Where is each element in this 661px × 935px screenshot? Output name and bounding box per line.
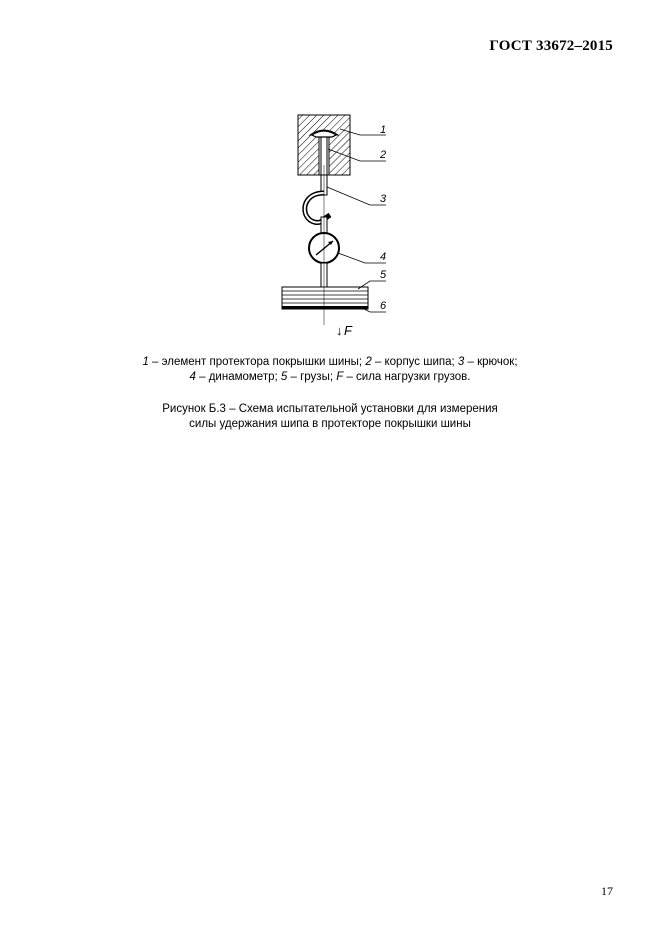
callout-5: 5 <box>380 269 387 281</box>
legend-text: – элемент протектора покрышки шины; <box>148 356 366 368</box>
callout-2: 2 <box>380 149 387 161</box>
legend-line-2 <box>60 370 600 385</box>
legend-num: 5 <box>280 371 288 383</box>
figure-legend <box>60 355 600 385</box>
force-arrow: ↓ <box>336 323 343 338</box>
legend-line-1 <box>60 355 600 370</box>
legend-text: – корпус шипа; <box>371 356 458 368</box>
weights-stack <box>282 287 368 309</box>
legend-text: – грузы; <box>287 371 337 383</box>
callout-4: 4 <box>380 251 387 263</box>
legend-num: 1 <box>142 356 149 368</box>
callout-1: 1 <box>380 124 387 136</box>
force-label: F <box>344 323 352 338</box>
page-number: 17 <box>601 884 613 898</box>
figure-caption <box>60 402 600 432</box>
callout-3: 3 <box>380 193 387 205</box>
caption-line-2: силы удержания шипа в протекторе покрышки шины <box>189 418 471 430</box>
legend-text: – сила нагрузки грузов. <box>343 371 471 383</box>
legend-num: F <box>336 371 344 383</box>
legend-text: – динамометр; <box>195 371 281 383</box>
document-id: ГОСТ 33672–2015 <box>489 38 613 54</box>
legend-num: 3 <box>457 356 465 368</box>
test-setup-diagram <box>270 105 400 345</box>
legend-text: – крючок; <box>464 356 518 368</box>
legend-num: 4 <box>189 371 196 383</box>
callout-6: 6 <box>380 300 387 312</box>
legend-num: 2 <box>365 356 372 368</box>
caption-line-1: Рисунок Б.3 – Схема испытательной установки для измерения <box>162 403 498 415</box>
